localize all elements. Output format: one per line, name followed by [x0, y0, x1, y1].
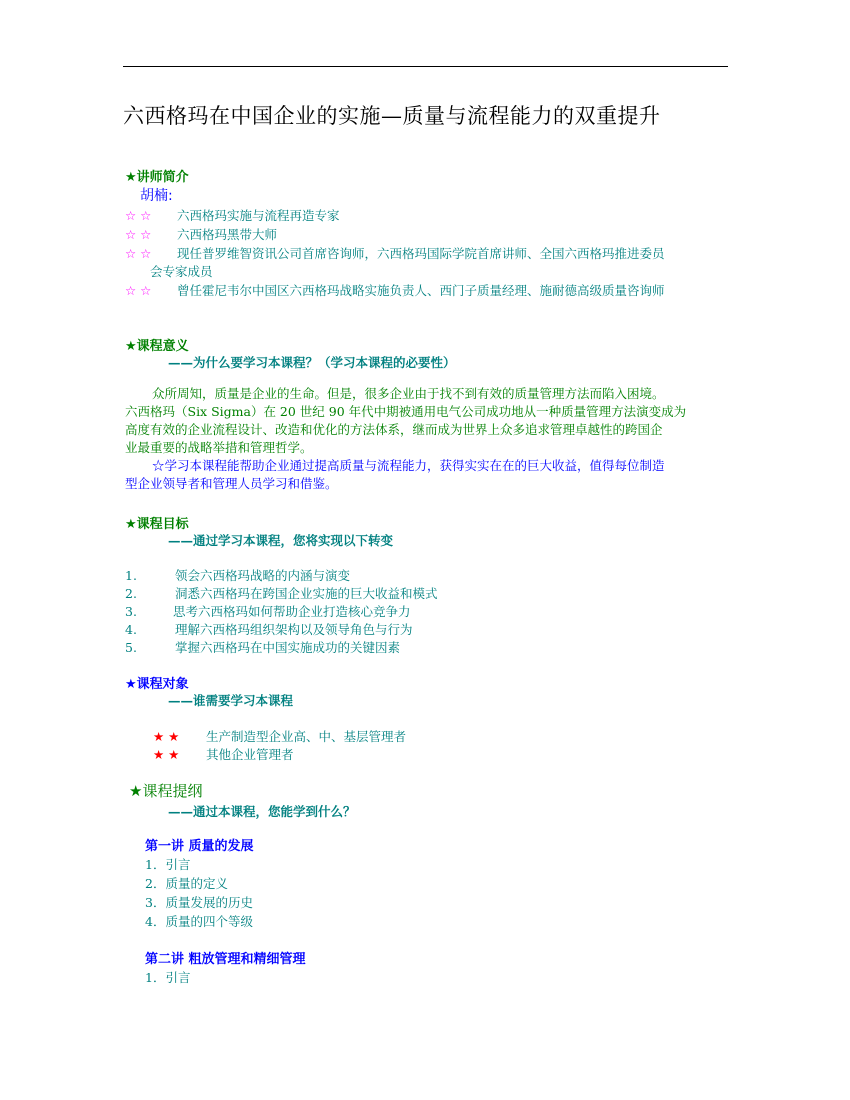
goal-item: 5. 掌握六西格玛在中国实施成功的关键因素 — [125, 640, 401, 655]
goals-heading: ★课程目标 — [125, 517, 189, 532]
meaning-paragraph-line: 众所周知，质量是企业的生命。但是，很多企业由于找不到有效的质量管理方法而陷入困境。 — [152, 386, 665, 401]
goal-item: 1. 领会六西格玛战略的内涵与演变 — [125, 568, 351, 583]
credential-item: ☆ ☆ 现任普罗维智资讯公司首席咨询师，六西格玛国际学院首席讲师、全国六西格玛推进委员 — [125, 246, 665, 261]
goal-item: 3. 思考六西格玛如何帮助企业打造核心竞争力 — [125, 604, 411, 619]
star-outline-icon: ☆ ☆ — [125, 208, 152, 223]
credential-item-continued: 会专家成员 — [150, 264, 213, 279]
star-solid-icon: ★ ★ — [153, 747, 180, 762]
lecture-item: 3．质量发展的历史 — [145, 895, 253, 910]
star-solid-icon: ★ ★ — [153, 729, 180, 744]
lecturer-name: 胡楠: — [140, 188, 173, 204]
lecture-item: 1．引言 — [145, 857, 191, 872]
audience-heading: ★课程对象 — [125, 677, 189, 692]
star-outline-icon: ☆ ☆ — [125, 283, 152, 298]
lecture-item: 2．质量的定义 — [145, 876, 228, 891]
meaning-paragraph-line: 高度有效的企业流程设计、改造和优化的方法体系，继而成为世界上众多追求管理卓越性的跨国企 — [125, 422, 663, 437]
star-outline-icon: ☆ ☆ — [125, 227, 152, 242]
meaning-heading: ★课程意义 — [125, 339, 189, 354]
credential-item: ☆ ☆ 六西格玛黑带大师 — [125, 227, 278, 242]
lecture-title: 第二讲 粗放管理和精细管理 — [145, 952, 306, 967]
page-title: 六西格玛在中国企业的实施—质量与流程能力的双重提升 — [123, 104, 661, 128]
goals-subheading: ——通过学习本课程，您将实现以下转变 — [168, 533, 394, 548]
outline-subheading: ——通过本课程，您能学到什么？ — [168, 804, 356, 819]
audience-item: ★ ★ 生产制造型企业高、中、基层管理者 — [153, 729, 407, 744]
lecture-item: 4．质量的四个等级 — [145, 914, 253, 929]
audience-subheading: ——谁需要学习本课程 — [168, 693, 294, 708]
credential-item: ☆ ☆ 曾任霍尼韦尔中国区六西格玛战略实施负责人、西门子质量经理、施耐德高级质量咨询师 — [125, 283, 665, 298]
meaning-subheading: ——为什么要学习本课程？（学习本课程的必要性） — [168, 355, 456, 370]
outline-heading: ★课程提纲 — [129, 782, 203, 800]
lecture-title: 第一讲 质量的发展 — [145, 839, 254, 854]
lecturer-heading: ★讲师简介 — [125, 170, 189, 185]
audience-item: ★ ★ 其他企业管理者 — [153, 747, 294, 762]
meaning-paragraph-line: 型企业领导者和管理人员学习和借鉴。 — [125, 476, 338, 491]
meaning-paragraph-line: ☆学习本课程能帮助企业通过提高质量与流程能力，获得实实在在的巨大收益，值得每位制造 — [152, 458, 665, 473]
goal-item: 2. 洞悉六西格玛在跨国企业实施的巨大收益和模式 — [125, 586, 438, 601]
goal-item: 4. 理解六西格玛组织架构以及领导角色与行为 — [125, 622, 413, 637]
header-rule — [123, 66, 728, 67]
credential-item: ☆ ☆ 六西格玛实施与流程再造专家 — [125, 208, 340, 223]
meaning-paragraph-line: 业最重要的战略举措和管理哲学。 — [125, 440, 313, 455]
meaning-paragraph-line: 六西格玛（Six Sigma）在 20 世纪 90 年代中期被通用电气公司成功地从一种质量管理方法演变成为 — [125, 404, 687, 419]
lecture-item: 1．引言 — [145, 970, 191, 985]
star-outline-icon: ☆ ☆ — [125, 246, 152, 261]
